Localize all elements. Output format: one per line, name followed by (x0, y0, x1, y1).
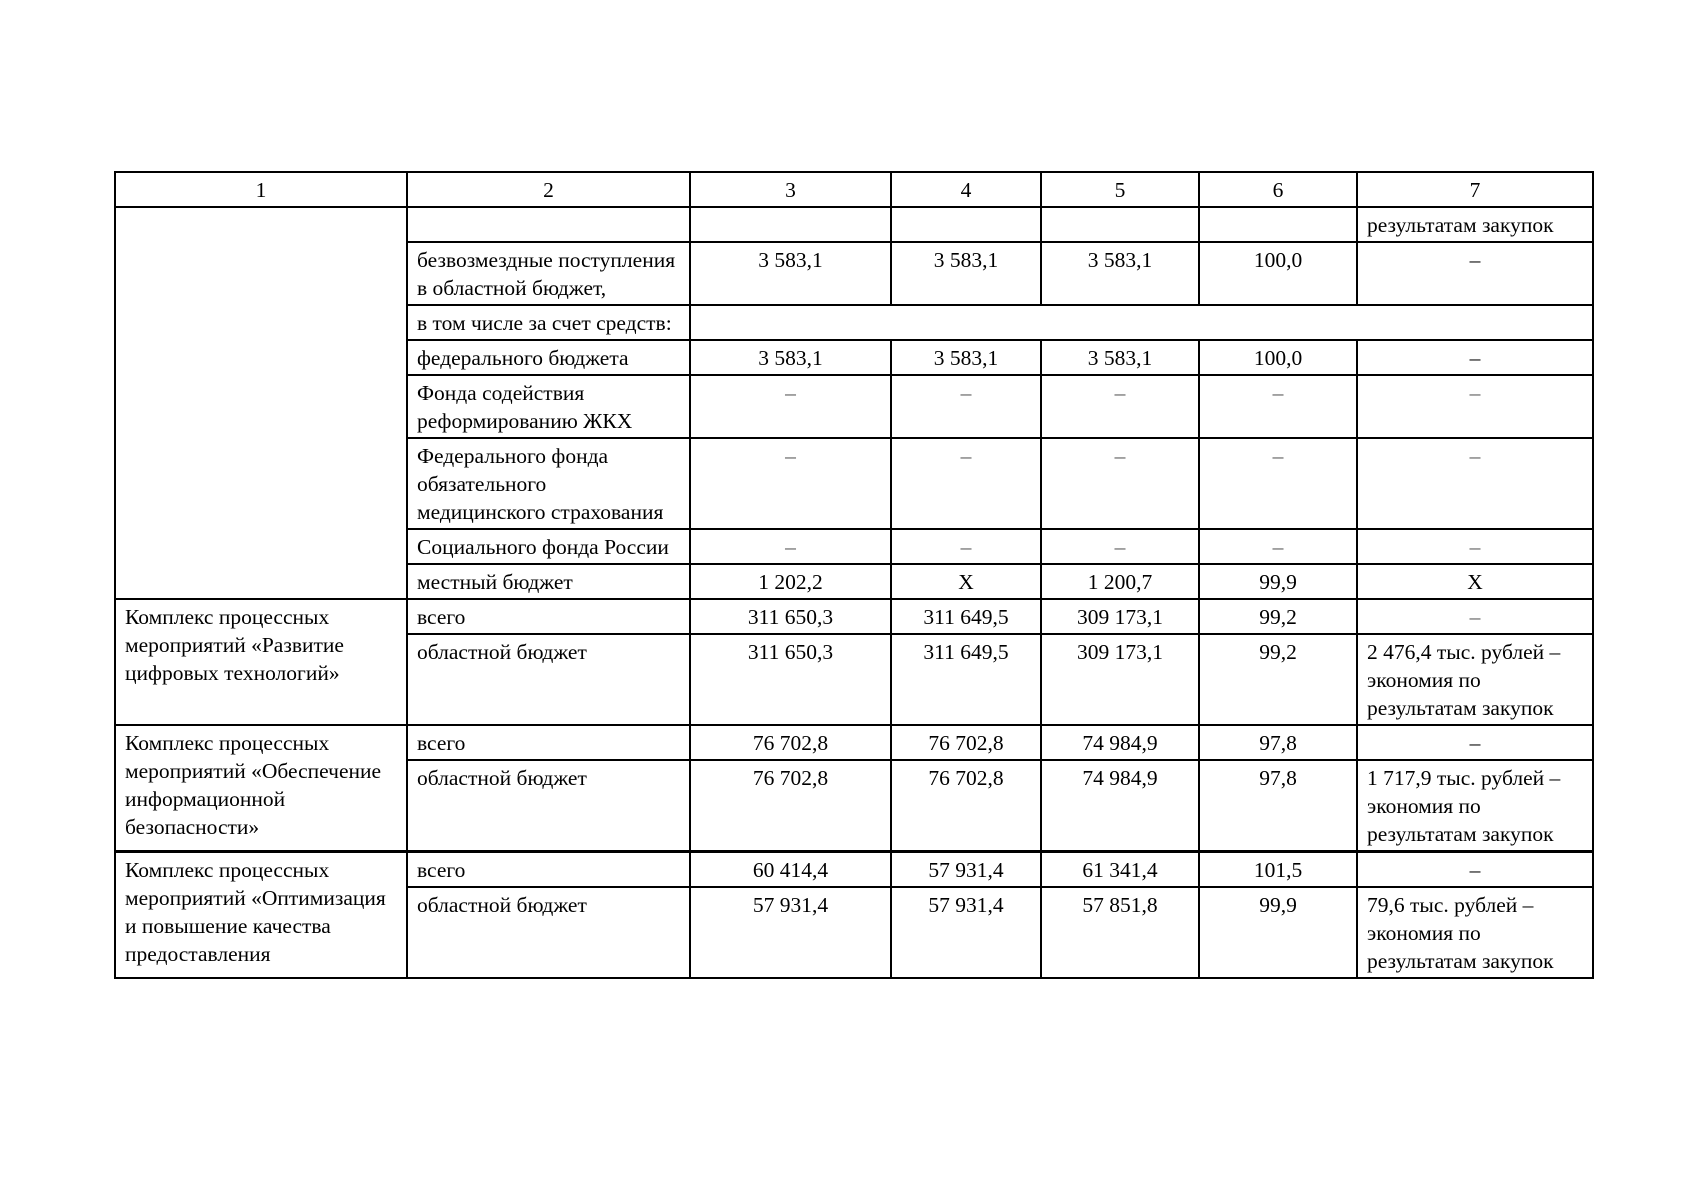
value-cell: 60 414,4 (690, 852, 891, 888)
column-number-1: 1 (115, 172, 407, 207)
empty-cell (1041, 207, 1199, 242)
value-cell: 3 583,1 (1041, 340, 1199, 375)
note-cell: результатам закупок (1357, 207, 1593, 242)
value-cell: 3 583,1 (690, 242, 891, 305)
note-cell: 79,6 тыс. рублей – экономия по результатам закупок (1357, 887, 1593, 978)
value-cell: – (690, 529, 891, 564)
value-cell: – (891, 375, 1041, 438)
note-cell: – (1357, 340, 1593, 375)
empty-merged-cell (690, 305, 1593, 340)
value-cell: 76 702,8 (891, 760, 1041, 852)
value-cell: 311 649,5 (891, 599, 1041, 634)
value-cell: 57 931,4 (891, 887, 1041, 978)
value-cell: 57 851,8 (1041, 887, 1199, 978)
percent-cell: 99,2 (1199, 634, 1357, 725)
column-number-2: 2 (407, 172, 690, 207)
note-cell: – (1357, 438, 1593, 529)
percent-cell: – (1199, 375, 1357, 438)
complex-name: Комплекс процессных мероприятий «Оптимизация и повышение качества предоставления (115, 852, 407, 979)
source-label: Фонда содействия реформированию ЖКХ (407, 375, 690, 438)
value-cell: 1 200,7 (1041, 564, 1199, 599)
value-cell: – (690, 438, 891, 529)
source-label: областной бюджет (407, 760, 690, 852)
source-label: федерального бюджета (407, 340, 690, 375)
value-cell: – (1041, 438, 1199, 529)
source-label: всего (407, 599, 690, 634)
column-number-row (115, 172, 1593, 207)
value-cell: 1 202,2 (690, 564, 891, 599)
value-cell: 76 702,8 (690, 725, 891, 760)
value-cell: 311 650,3 (690, 634, 891, 725)
source-label: местный бюджет (407, 564, 690, 599)
source-label: Социального фонда России (407, 529, 690, 564)
empty-cell (891, 207, 1041, 242)
continued-program-cell (115, 207, 407, 599)
column-number-5: 5 (1041, 172, 1199, 207)
note-cell: 2 476,4 тыс. рублей – экономия по результатам закупок (1357, 634, 1593, 725)
value-cell: 57 931,4 (690, 887, 891, 978)
value-cell: 3 583,1 (891, 242, 1041, 305)
percent-cell: 100,0 (1199, 340, 1357, 375)
value-cell: – (891, 529, 1041, 564)
value-cell: 74 984,9 (1041, 760, 1199, 852)
value-cell: 3 583,1 (891, 340, 1041, 375)
value-cell: 61 341,4 (1041, 852, 1199, 888)
complex-name: Комплекс процессных мероприятий «Обеспечение информационной безопасности» (115, 725, 407, 852)
percent-cell: 99,9 (1199, 887, 1357, 978)
value-cell: 309 173,1 (1041, 634, 1199, 725)
value-cell: X (891, 564, 1041, 599)
table-row (115, 599, 1593, 634)
source-label: безвозмездные поступления в областной бюджет, (407, 242, 690, 305)
column-number-7: 7 (1357, 172, 1593, 207)
value-cell: – (891, 438, 1041, 529)
empty-cell (690, 207, 891, 242)
column-number-4: 4 (891, 172, 1041, 207)
source-label: в том числе за счет средств: (407, 305, 690, 340)
percent-cell: 100,0 (1199, 242, 1357, 305)
note-cell: X (1357, 564, 1593, 599)
column-number-6: 6 (1199, 172, 1357, 207)
percent-cell: 97,8 (1199, 760, 1357, 852)
note-cell: – (1357, 599, 1593, 634)
source-label: областной бюджет (407, 887, 690, 978)
complex-name: Комплекс процессных мероприятий «Развитие цифровых технологий» (115, 599, 407, 725)
source-label: областной бюджет (407, 634, 690, 725)
source-label: всего (407, 725, 690, 760)
empty-cell (1199, 207, 1357, 242)
value-cell: 57 931,4 (891, 852, 1041, 888)
source-label: всего (407, 852, 690, 888)
source-label: Федерального фонда обязательного медицинского страхования (407, 438, 690, 529)
percent-cell: – (1199, 529, 1357, 564)
table-row (115, 725, 1593, 760)
value-cell: 311 650,3 (690, 599, 891, 634)
value-cell: 3 583,1 (690, 340, 891, 375)
value-cell: 3 583,1 (1041, 242, 1199, 305)
budget-execution-table (114, 171, 1594, 979)
table-row (115, 852, 1593, 888)
value-cell: 76 702,8 (690, 760, 891, 852)
percent-cell: 99,2 (1199, 599, 1357, 634)
note-cell: – (1357, 242, 1593, 305)
note-cell: – (1357, 529, 1593, 564)
value-cell: – (1041, 529, 1199, 564)
percent-cell: – (1199, 438, 1357, 529)
value-cell: 74 984,9 (1041, 725, 1199, 760)
table-row (115, 207, 1593, 242)
column-number-3: 3 (690, 172, 891, 207)
value-cell: 76 702,8 (891, 725, 1041, 760)
note-cell: – (1357, 725, 1593, 760)
percent-cell: 101,5 (1199, 852, 1357, 888)
percent-cell: 99,9 (1199, 564, 1357, 599)
note-cell: 1 717,9 тыс. рублей – экономия по результатам закупок (1357, 760, 1593, 852)
empty-cell (407, 207, 690, 242)
value-cell: 311 649,5 (891, 634, 1041, 725)
value-cell: – (1041, 375, 1199, 438)
note-cell: – (1357, 375, 1593, 438)
note-cell: – (1357, 852, 1593, 888)
percent-cell: 97,8 (1199, 725, 1357, 760)
value-cell: 309 173,1 (1041, 599, 1199, 634)
value-cell: – (690, 375, 891, 438)
